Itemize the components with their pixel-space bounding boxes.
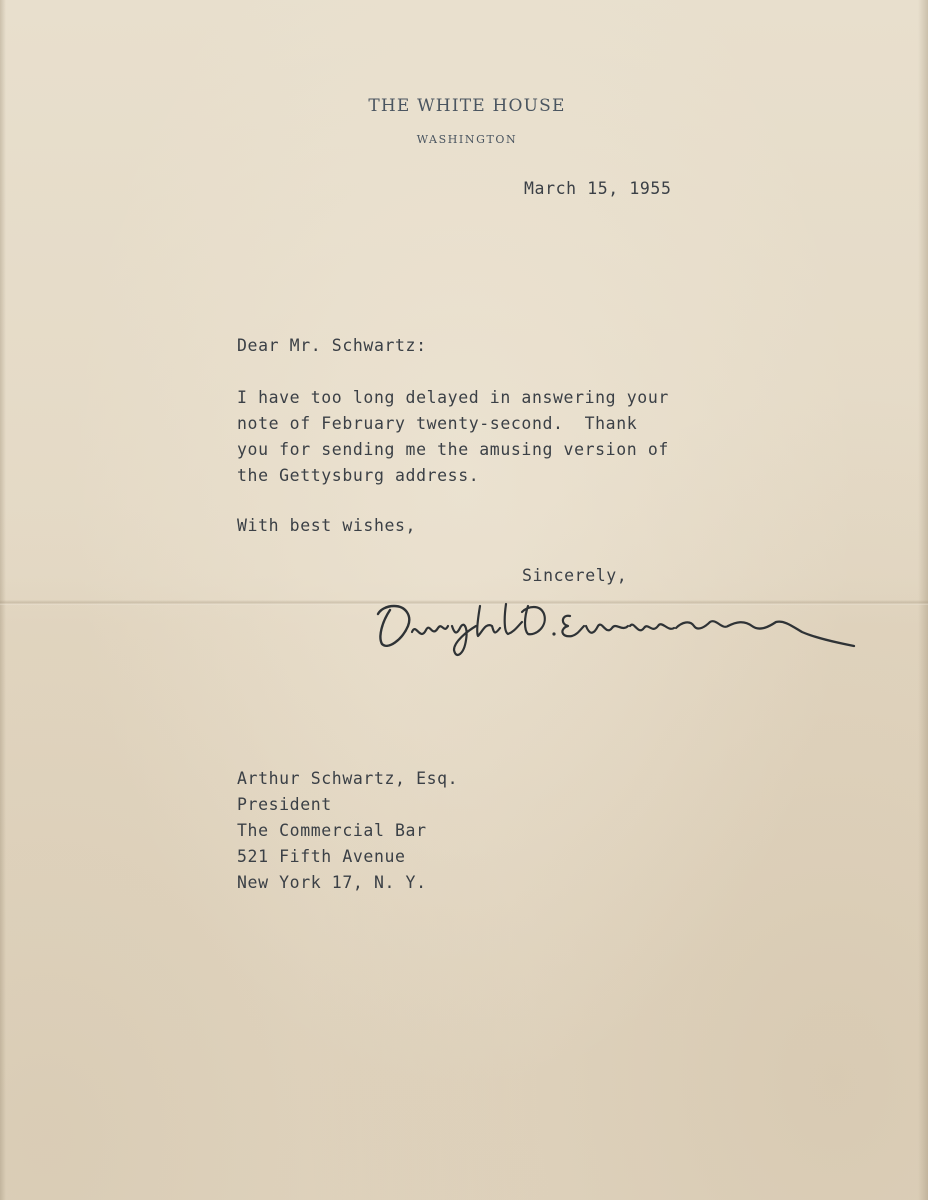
signature-image bbox=[372, 592, 862, 667]
closing-wish: With best wishes, bbox=[237, 516, 417, 535]
address-line: New York 17, N. Y. bbox=[237, 873, 427, 892]
address-line: Arthur Schwartz, Esq. bbox=[237, 769, 459, 788]
address-line: President bbox=[237, 795, 332, 814]
letter-date: March 15, 1955 bbox=[524, 179, 672, 198]
address-line: 521 Fifth Avenue bbox=[237, 847, 406, 866]
address-line: The Commercial Bar bbox=[237, 821, 427, 840]
letterhead-title: THE WHITE HOUSE bbox=[368, 96, 566, 116]
body-line: you for sending me the amusing version of bbox=[237, 440, 669, 459]
body-line: note of February twenty-second. Thank bbox=[237, 414, 638, 433]
body-line: I have too long delayed in answering your bbox=[237, 388, 669, 407]
letterhead-subtitle: WASHINGTON bbox=[416, 133, 518, 146]
valediction: Sincerely, bbox=[522, 566, 628, 585]
body-line: the Gettysburg address. bbox=[237, 466, 480, 485]
salutation: Dear Mr. Schwartz: bbox=[237, 336, 427, 355]
